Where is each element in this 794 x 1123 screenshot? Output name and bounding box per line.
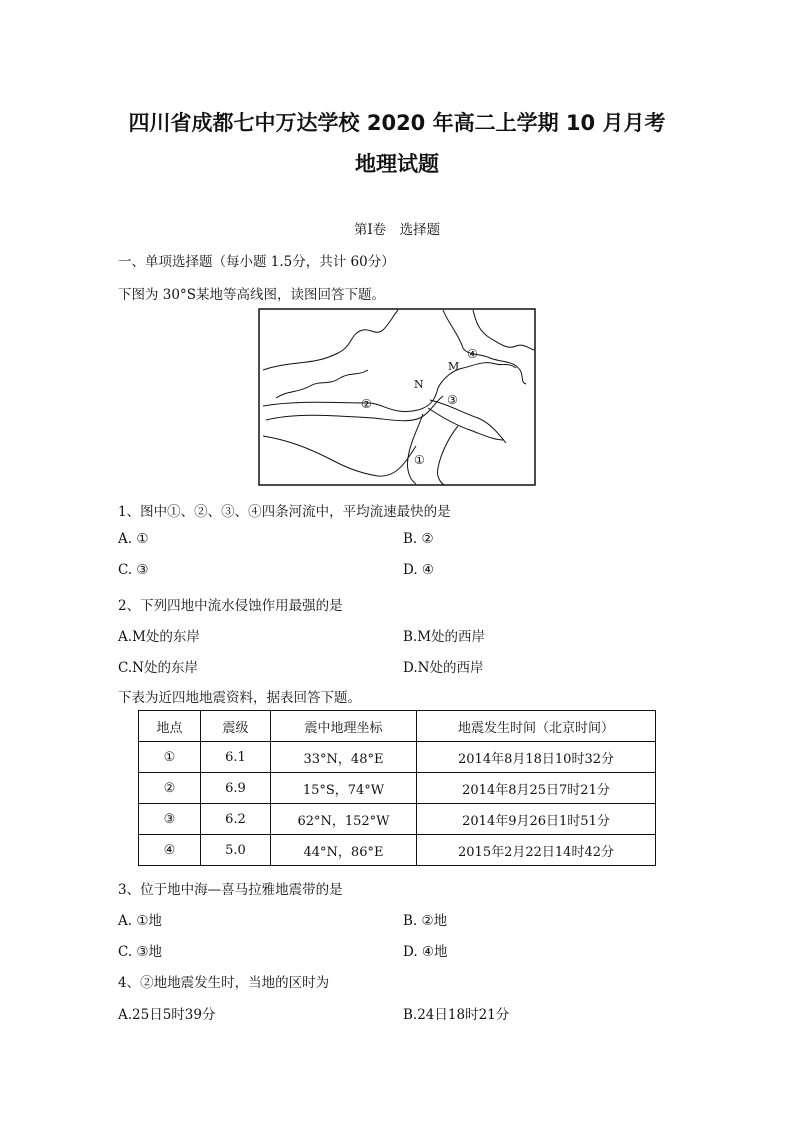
question-2-option-c: C.N处的东岸 xyxy=(118,660,198,676)
question-3-option-d: D. ④地 xyxy=(403,944,448,960)
question-4-option-b: B.24日18时21分 xyxy=(403,1007,510,1023)
map-intro: 下图为 30°S某地等高线图，读图回答下题。 xyxy=(118,287,385,303)
table-intro: 下表为近四地地震资料，据表回答下题。 xyxy=(118,690,361,706)
table-cell: 33°N，48°E xyxy=(271,742,417,773)
question-3-stem: 3、位于地中海—喜马拉雅地震带的是 xyxy=(118,882,343,898)
table-row xyxy=(139,835,656,866)
table-cell: ① xyxy=(139,742,201,773)
map-label-river-3: ③ xyxy=(447,393,458,407)
earthquake-table xyxy=(138,710,656,866)
question-2-stem: 2、下列四地中流水侵蚀作用最强的是 xyxy=(118,598,343,614)
table-cell: 6.9 xyxy=(201,773,271,804)
question-1-stem: 1、图中①、②、③、④四条河流中，平均流速最快的是 xyxy=(118,504,451,520)
section-heading: 一、单项选择题（每小题 1.5分，共计 60分） xyxy=(118,254,395,270)
document-title-line2: 地理试题 xyxy=(355,152,439,176)
question-3-option-a: A. ①地 xyxy=(118,913,162,929)
question-4-stem: 4、②地地震发生时，当地的区时为 xyxy=(118,975,330,991)
column-header-location: 地点 xyxy=(139,711,201,742)
map-label-river-2: ② xyxy=(361,397,372,411)
contour-map xyxy=(258,308,536,486)
map-label-n: N xyxy=(414,378,424,391)
question-3-option-c: C. ③地 xyxy=(118,944,163,960)
table-cell: 62°N，152°W xyxy=(271,804,417,835)
column-header-magnitude: 震级 xyxy=(201,711,271,742)
map-label-river-1: ① xyxy=(414,453,425,467)
question-3-option-b: B. ②地 xyxy=(403,913,448,929)
table-cell: 15°S，74°W xyxy=(271,773,417,804)
question-1-option-a: A. ① xyxy=(118,531,149,547)
table-row xyxy=(139,773,656,804)
table-cell: ② xyxy=(139,773,201,804)
table-cell: 6.2 xyxy=(201,804,271,835)
question-1-option-b: B. ② xyxy=(403,531,434,547)
table-cell: 6.1 xyxy=(201,742,271,773)
table-header-row xyxy=(139,711,656,742)
part-title: 第Ⅰ卷 选择题 xyxy=(353,222,441,238)
document-title-line1: 四川省成都七中万达学校 2020 年高二上学期 10 月月考 xyxy=(128,111,666,135)
table-cell: 44°N，86°E xyxy=(271,835,417,866)
table-cell: 2014年8月18日10时32分 xyxy=(417,742,656,773)
question-1-option-c: C. ③ xyxy=(118,562,149,578)
table-cell: 2014年8月25日7时21分 xyxy=(417,773,656,804)
question-1-option-d: D. ④ xyxy=(403,562,435,578)
table-row xyxy=(139,804,656,835)
table-row xyxy=(139,742,656,773)
question-4-option-a: A.25日5时39分 xyxy=(118,1007,216,1023)
question-2-option-d: D.N处的西岸 xyxy=(403,660,484,676)
question-2-option-a: A.M处的东岸 xyxy=(118,629,200,645)
column-header-coordinates: 震中地理坐标 xyxy=(271,711,417,742)
column-header-time: 地震发生时间（北京时间） xyxy=(417,711,656,742)
table-cell: ③ xyxy=(139,804,201,835)
table-cell: 5.0 xyxy=(201,835,271,866)
map-label-m: M xyxy=(448,360,460,373)
question-2-option-b: B.M处的西岸 xyxy=(403,629,486,645)
map-label-river-4: ④ xyxy=(467,347,478,361)
table-cell: 2015年2月22日14时42分 xyxy=(417,835,656,866)
table-cell: ④ xyxy=(139,835,201,866)
table-cell: 2014年9月26日1时51分 xyxy=(417,804,656,835)
